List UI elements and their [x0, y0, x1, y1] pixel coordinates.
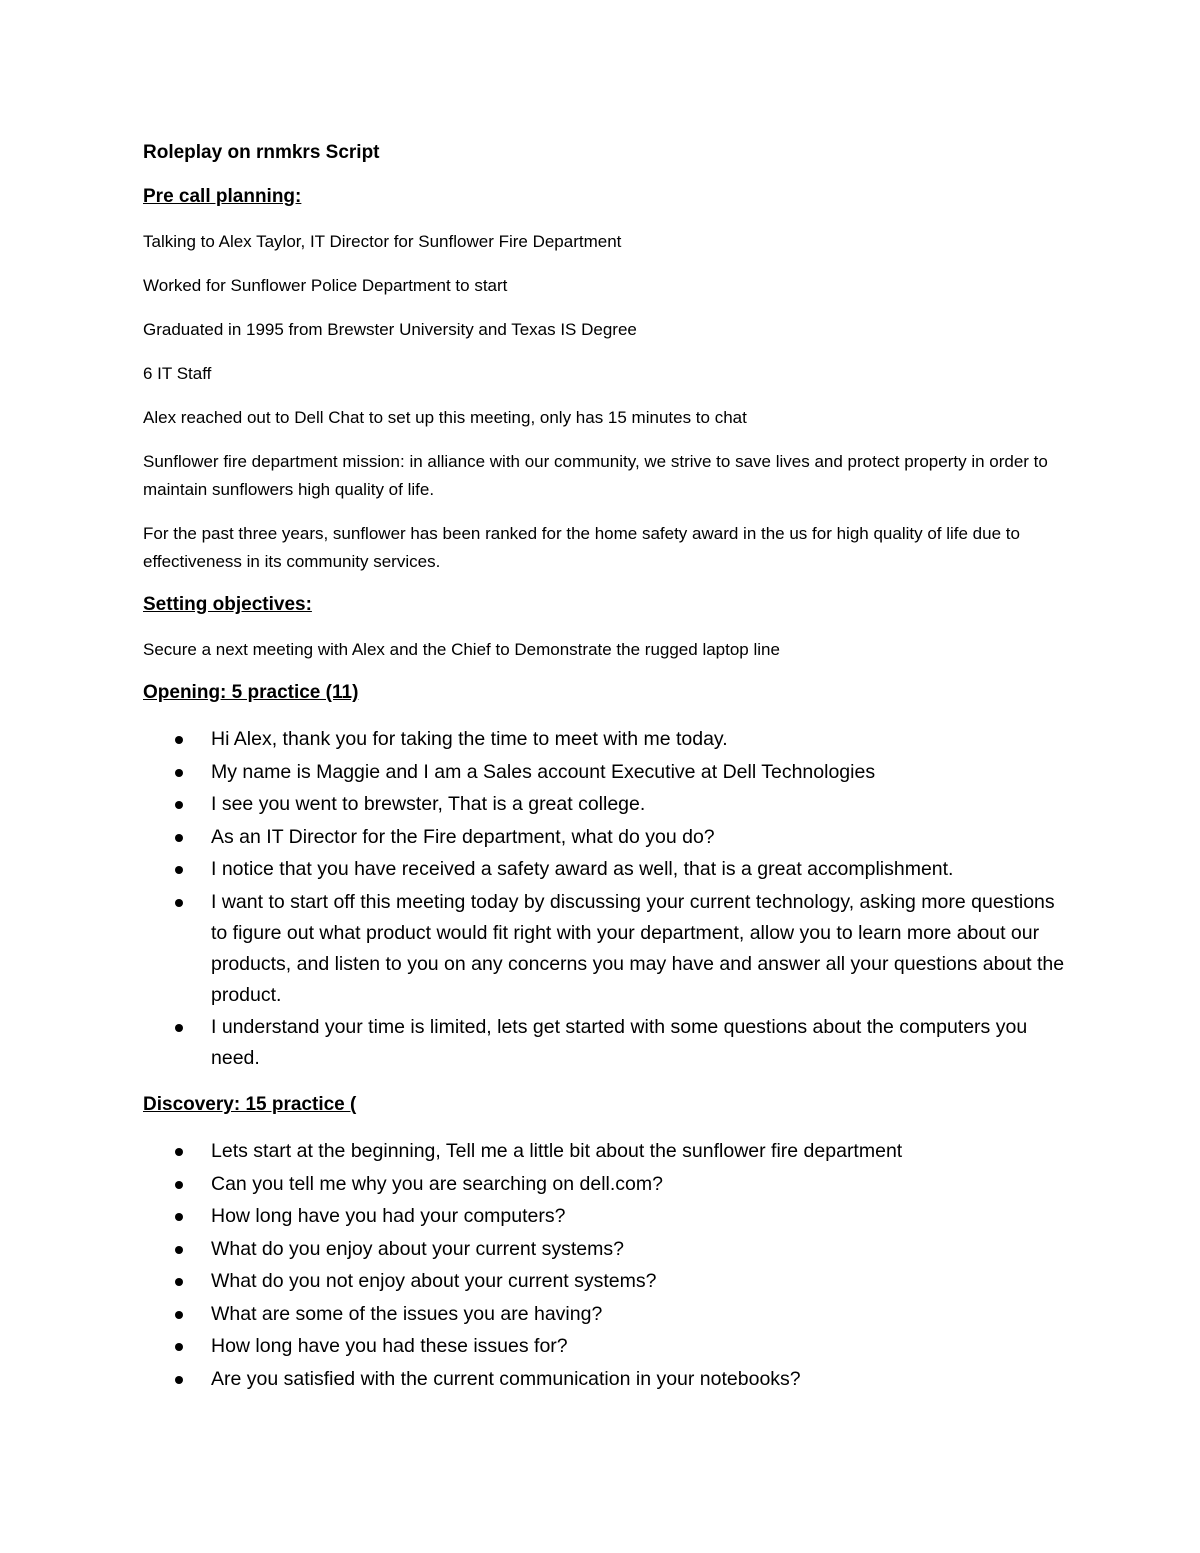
- list-item: [143, 854, 1073, 885]
- list-item: [143, 724, 1073, 755]
- list-item: [143, 887, 1073, 1011]
- list-item: [143, 822, 1073, 853]
- list-item: [143, 757, 1073, 788]
- bullet-icon: [175, 769, 183, 777]
- list-item-text: Can you tell me why you are searching on dell.com?: [211, 1172, 663, 1195]
- opening-list: [143, 724, 1073, 1074]
- list-item-text: I want to start off this meeting today by discussing your current technology, asking more questions to figure out what product would fit right with your department, allow you to learn more about our products, and listen to you on any concerns you may have and answer all your questions about the product.: [211, 890, 1065, 1006]
- bullet-icon: [175, 1246, 183, 1254]
- document-title: Roleplay on rnmkrs Script: [143, 142, 380, 163]
- list-item-text: I understand your time is limited, lets get started with some questions about the computers you need.: [211, 1016, 1028, 1069]
- bullet-icon: [175, 1278, 183, 1286]
- pre-call-heading: Pre call planning:: [143, 186, 302, 207]
- bullet-icon: [175, 1376, 183, 1384]
- list-item: [143, 1201, 1073, 1232]
- pre-call-line: Alex reached out to Dell Chat to set up this meeting, only has 15 minutes to chat: [143, 408, 747, 427]
- pre-call-mission: Sunflower fire department mission: in alliance with our community, we strive to save lives and protect property in order to maintain sunflowers high quality of life.: [143, 452, 1048, 499]
- pre-call-line: Worked for Sunflower Police Department to start: [143, 276, 508, 295]
- bullet-icon: [175, 1181, 183, 1189]
- objectives-heading: Setting objectives:: [143, 594, 312, 615]
- list-item: [143, 1012, 1073, 1074]
- list-item-text: What do you enjoy about your current systems?: [211, 1237, 624, 1260]
- list-item: [143, 1169, 1073, 1200]
- list-item-text: As an IT Director for the Fire department, what do you do?: [211, 825, 715, 848]
- bullet-icon: [175, 866, 183, 874]
- bullet-icon: [175, 1024, 183, 1032]
- list-item: [143, 1136, 1073, 1167]
- pre-call-line: Talking to Alex Taylor, IT Director for Sunflower Fire Department: [143, 232, 622, 251]
- list-item-text: My name is Maggie and I am a Sales account Executive at Dell Technologies: [211, 760, 876, 783]
- pre-call-line: 6 IT Staff: [143, 364, 212, 383]
- list-item: [143, 789, 1073, 820]
- document-page: [143, 140, 1073, 1413]
- list-item-text: Are you satisfied with the current communication in your notebooks?: [211, 1367, 801, 1390]
- opening-heading: Opening: 5 practice (11): [143, 682, 359, 703]
- objectives-line: Secure a next meeting with Alex and the Chief to Demonstrate the rugged laptop line: [143, 640, 780, 659]
- list-item: [143, 1364, 1073, 1395]
- bullet-icon: [175, 899, 183, 907]
- discovery-list: [143, 1136, 1073, 1395]
- bullet-icon: [175, 1343, 183, 1351]
- pre-call-line: Graduated in 1995 from Brewster University and Texas IS Degree: [143, 320, 637, 339]
- list-item-text: How long have you had your computers?: [211, 1205, 566, 1227]
- bullet-icon: [175, 736, 183, 744]
- bullet-icon: [175, 1148, 183, 1156]
- list-item-text: What do you not enjoy about your current systems?: [211, 1270, 657, 1292]
- bullet-icon: [175, 801, 183, 809]
- bullet-icon: [175, 1311, 183, 1319]
- list-item: [143, 1299, 1073, 1330]
- list-item-text: What are some of the issues you are having?: [211, 1302, 603, 1325]
- list-item-text: I notice that you have received a safety award as well, that is a great accomplishment.: [211, 858, 954, 880]
- list-item-text: I see you went to brewster, That is a great college.: [211, 793, 646, 815]
- list-item: [143, 1331, 1073, 1362]
- pre-call-award: For the past three years, sunflower has been ranked for the home safety award in the us for high quality of life due to effectiveness in its community services.: [143, 524, 1020, 571]
- bullet-icon: [175, 1213, 183, 1221]
- list-item-text: Hi Alex, thank you for taking the time to meet with me today.: [211, 728, 728, 750]
- list-item-text: How long have you had these issues for?: [211, 1335, 568, 1357]
- list-item: [143, 1234, 1073, 1265]
- list-item-text: Lets start at the beginning, Tell me a little bit about the sunflower fire department: [211, 1140, 903, 1162]
- discovery-heading: Discovery: 15 practice (: [143, 1094, 357, 1115]
- list-item: [143, 1266, 1073, 1297]
- bullet-icon: [175, 834, 183, 842]
